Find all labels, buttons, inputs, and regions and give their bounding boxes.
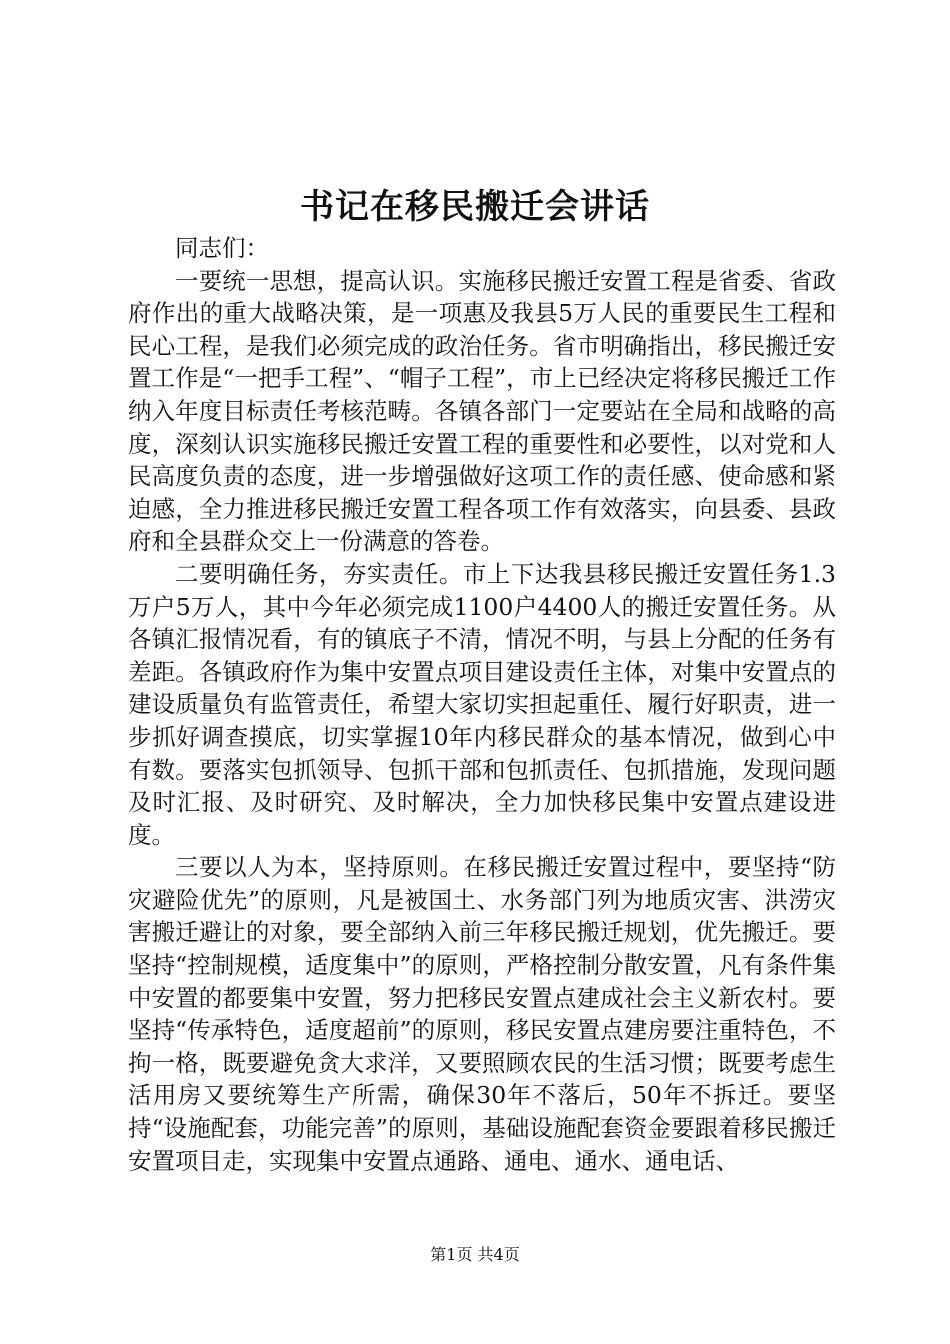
paragraph-2: 二要明确任务，夯实责任。市上下达我县移民搬迁安置任务1.3万户5万人，其中今年必须完成1100户4400人的搬迁安置任务。从各镇汇报情况看，有的镇底子不清，情况不明，与县上分配的任务有差距。各镇政府作为集中安置点项目建设责任主体，对集中安置点的建设质量负有监管责任，希望大家切实担起重任、履行好职责，进一步抓好调查摸底，切实掌握10年内移民群众的基本情况，做到心中有数。要落实包抓领导、包抓干部和包抓责任、包抓措施，发现问题及时汇报、及时研究、及时解决，全力加快移民集中安置点建设进度。 — [128, 559, 836, 849]
page-number-footer: 第1页 共4页 — [430, 1245, 520, 1264]
document-body — [128, 232, 836, 1177]
salutation: 同志们： — [175, 234, 269, 262]
document-title: 书记在移民搬迁会讲话 — [300, 187, 650, 227]
paragraph-1: 一要统一思想，提高认识。实施移民搬迁安置工程是省委、省政府作出的重大战略决策，是一项惠及我县5万人民的重要民生工程和民心工程，是我们必须完成的政治任务。省市明确指出，移民搬迁安置工作是“一把手工程”、“帽子工程”，市上已经决定将移民搬迁工作纳入年度目标责任考核范畴。各镇各部门一定要站在全局和战略的高度，深刻认识实施移民搬迁安置工程的重要性和必要性，以对党和人民高度负责的态度，进一步增强做好这项工作的责任感、使命感和紧迫感，全力推进移民搬迁安置工程各项工作有效落实，向县委、县政府和全县群众交上一份满意的答卷。 — [128, 266, 836, 556]
paragraph-3: 三要以人为本，坚持原则。在移民搬迁安置过程中，要坚持“防灾避险优先”的原则，凡是被国土、水务部门列为地质灾害、洪涝灾害搬迁避让的对象，要全部纳入前三年移民搬迁规划，优先搬迁。要坚持“控制规模，适度集中”的原则，严格控制分散安置，凡有条件集中安置的都要集中安置，努力把移民安置点建成社会主义新农村。要坚持“传承特色，适度超前”的原则，移民安置点建房要注重特色，不拘一格，既要避免贪大求洋，又要照顾农民的生活习惯；既要考虑生活用房又要统筹生产所需，确保30年不落后，50年不拆迁。要坚持“设施配套，功能完善”的原则，基础设施配套资金要跟着移民搬迁安置项目走，实现集中安置点通路、通电、通水、通电话、 — [128, 853, 836, 1175]
